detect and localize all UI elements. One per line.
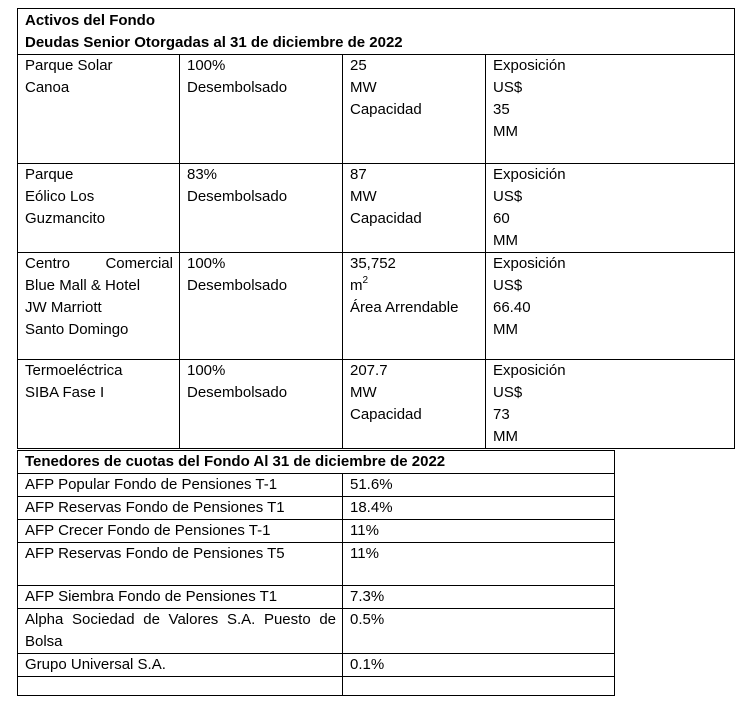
asset-disbursed: 100% Desembolsado xyxy=(180,253,343,360)
holder-share: 18.4% xyxy=(343,497,615,520)
asset-capacity: 25 MW Capacidad xyxy=(343,55,486,164)
asset-row-3 xyxy=(18,253,735,360)
assets-title: Activos del Fondo xyxy=(25,12,156,29)
asset-disbursed: 100% Desembolsado xyxy=(180,360,343,449)
asset-capacity xyxy=(343,253,486,360)
asset-name: Termoeléctrica SIBA Fase I xyxy=(18,360,180,449)
capacity-unit-base: m xyxy=(350,277,363,294)
holder-name: AFP Reservas Fondo de Pensiones T5 xyxy=(18,543,343,586)
holder-row xyxy=(18,543,615,586)
assets-table xyxy=(17,8,735,449)
holder-name: AFP Popular Fondo de Pensiones T-1 xyxy=(18,474,343,497)
asset-row-1 xyxy=(18,55,735,164)
holders-title: Tenedores de cuotas del Fondo Al 31 de diciembre de 2022 xyxy=(18,451,615,474)
holder-name: Grupo Universal S.A. xyxy=(18,654,343,677)
holder-row xyxy=(18,609,615,654)
asset-capacity: 87 MW Capacidad xyxy=(343,164,486,253)
holder-name: Alpha Sociedad de Valores S.A. Puesto de Bolsa xyxy=(18,609,343,654)
assets-header-cell xyxy=(18,9,735,55)
holder-share: 51.6% xyxy=(343,474,615,497)
asset-capacity-label: Área Arrendable xyxy=(350,299,459,316)
holder-name xyxy=(18,677,343,696)
holders-header-row xyxy=(18,451,615,474)
holder-share: 11% xyxy=(343,520,615,543)
asset-name-line1: Centro Comercial xyxy=(25,255,173,272)
asset-exposure: Exposición US$ 35 MM xyxy=(486,55,735,164)
asset-capacity-value: 35,752 xyxy=(350,255,396,272)
holder-name: AFP Reservas Fondo de Pensiones T1 xyxy=(18,497,343,520)
holder-name: AFP Crecer Fondo de Pensiones T-1 xyxy=(18,520,343,543)
holder-share: 7.3% xyxy=(343,586,615,609)
holder-row xyxy=(18,654,615,677)
asset-capacity: 207.7 MW Capacidad xyxy=(343,360,486,449)
asset-exposure: Exposición US$ 66.40 MM xyxy=(486,253,735,360)
holder-name: AFP Siembra Fondo de Pensiones T1 xyxy=(18,586,343,609)
holder-share: 0.5% xyxy=(343,609,615,654)
holder-share: 0.1% xyxy=(343,654,615,677)
asset-name xyxy=(18,253,180,360)
asset-name: Parque Solar Canoa xyxy=(18,55,180,164)
asset-row-2 xyxy=(18,164,735,253)
asset-disbursed: 83% Desembolsado xyxy=(180,164,343,253)
asset-name: Parque Eólico Los Guzmancito xyxy=(18,164,180,253)
holder-row xyxy=(18,586,615,609)
capacity-unit-sup: 2 xyxy=(362,275,369,286)
holder-row xyxy=(18,474,615,497)
holder-share xyxy=(343,677,615,696)
asset-disbursed: 100% Desembolsado xyxy=(180,55,343,164)
assets-header-row xyxy=(18,9,735,55)
holder-row xyxy=(18,520,615,543)
holder-row-empty xyxy=(18,677,615,696)
asset-capacity-unit xyxy=(350,275,479,297)
asset-exposure: Exposición US$ 60 MM xyxy=(486,164,735,253)
holders-table xyxy=(17,450,615,696)
holder-row xyxy=(18,497,615,520)
holder-share: 11% xyxy=(343,543,615,586)
assets-subtitle: Deudas Senior Otorgadas al 31 de diciembre de 2022 xyxy=(25,34,403,51)
asset-exposure: Exposición US$ 73 MM xyxy=(486,360,735,449)
asset-row-4 xyxy=(18,360,735,449)
asset-name-rest: Blue Mall & Hotel JW Marriott Santo Domingo xyxy=(25,277,141,338)
